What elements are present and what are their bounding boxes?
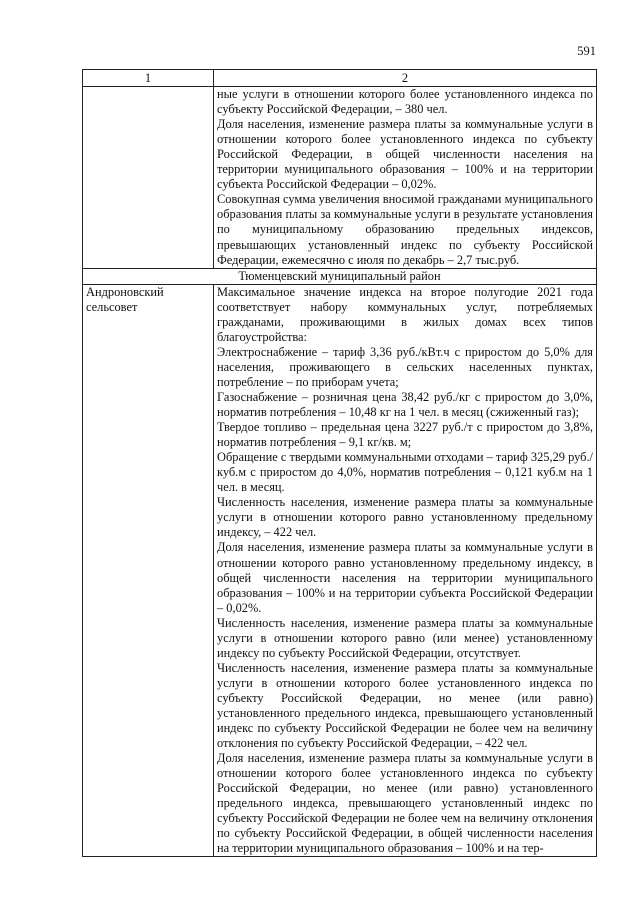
paragraph: Численность населения, изменение размера платы за коммунальные услуги в отношении которого равно установленному предельному индексу, – 422 чел. bbox=[217, 495, 593, 540]
paragraph: Совокупная сумма увеличения вносимой гражданами муниципального образования платы за коммунальные услуги в результате установления по муниципальному образованию предельных индексов, превышающих установленный индекс по субъекту Российской Федерации, ежемесячно с июля по декабрь – 2,7 тыс.руб. bbox=[217, 192, 593, 267]
paragraph: Электроснабжение – тариф 3,36 руб./кВт.ч с приростом до 5,0% для населения, проживающего в сельских населенных пунктах, потребление – по приборам учета; bbox=[217, 344, 593, 389]
document-table bbox=[82, 69, 597, 857]
municipality-name: Андроновский сельсовет bbox=[86, 284, 164, 314]
paragraph: Максимальное значение индекса на второе полугодие 2021 года соответствует набору коммунальных услуг, потребляемых гражданами, проживающими в жилых домах всех типов благоустройства: bbox=[217, 284, 593, 344]
paragraph: Численность населения, изменение размера платы за коммунальные услуги в отношении которого более установленного индекса по субъекту Российской Федерации, но менее (или равно) установленного предельного индекса, превышающего установленный индекс по субъекту Российской Федерации не более чем на величину отклонения по субъекту Российской Федерации, – 422 чел. bbox=[217, 660, 593, 751]
paragraph: Доля населения, изменение размера платы за коммунальные услуги в отношении которого более установленного индекса по субъекту Российской Федерации, но менее (или равно) установленного предельного индекса, превышающего установленный индекс по субъекту Российской Федерации не более чем на величину отклонения по субъекту Российской Федерации, в общей численности населения на территории муниципального образования – 100% и на тер- bbox=[217, 751, 593, 856]
table-row-continuation bbox=[83, 87, 597, 269]
paragraph: Обращение с твердыми коммунальными отходами – тариф 325,29 руб./куб.м с приростом до 4,0%, норматив потребления – 0,121 куб.м на 1 чел. в месяц. bbox=[217, 450, 593, 495]
section-title: Тюменцевский муниципальный район bbox=[83, 268, 597, 284]
description-cell bbox=[214, 87, 597, 269]
page-number: 591 bbox=[577, 44, 596, 58]
table-header-row bbox=[83, 70, 597, 87]
column-number-2: 2 bbox=[214, 70, 597, 87]
description-cell bbox=[214, 284, 597, 857]
paragraph: Газоснабжение – розничная цена 38,42 руб./кг с приростом до 3,0%, норматив потребления – 10,48 кг на 1 чел. в месяц (сжиженный газ); bbox=[217, 389, 593, 420]
municipality-cell bbox=[83, 87, 214, 269]
table-row-andronovsky bbox=[83, 284, 597, 857]
municipality-cell bbox=[83, 284, 214, 857]
paragraph: Доля населения, изменение размера платы за коммунальные услуги в отношении которого равно установленному предельному индексу, в общей численности населения на территории муниципального образования – 100% и на территории субъекта Российской Федерации – 0,02%. bbox=[217, 540, 593, 615]
paragraph: ные услуги в отношении которого более установленного индекса по субъекту Российской Федерации, – 380 чел. bbox=[217, 87, 593, 117]
paragraph: Численность населения, изменение размера платы за коммунальные услуги в отношении которого равно (или менее) установленному индексу по субъекту Российской Федерации, отсутствует. bbox=[217, 615, 593, 660]
paragraph: Доля населения, изменение размера платы за коммунальные услуги в отношении которого более установленного индекса по субъекту Российской Федерации, в общей численности населения на территории муниципального образования – 100% и на территории субъекта Российской Федерации – 0,02%. bbox=[217, 117, 593, 192]
section-title-row bbox=[83, 268, 597, 284]
column-number-1: 1 bbox=[83, 70, 214, 87]
paragraph: Твердое топливо – предельная цена 3227 руб./т с приростом до 3,8%, норматив потребления – 9,1 кг/кв. м; bbox=[217, 420, 593, 450]
